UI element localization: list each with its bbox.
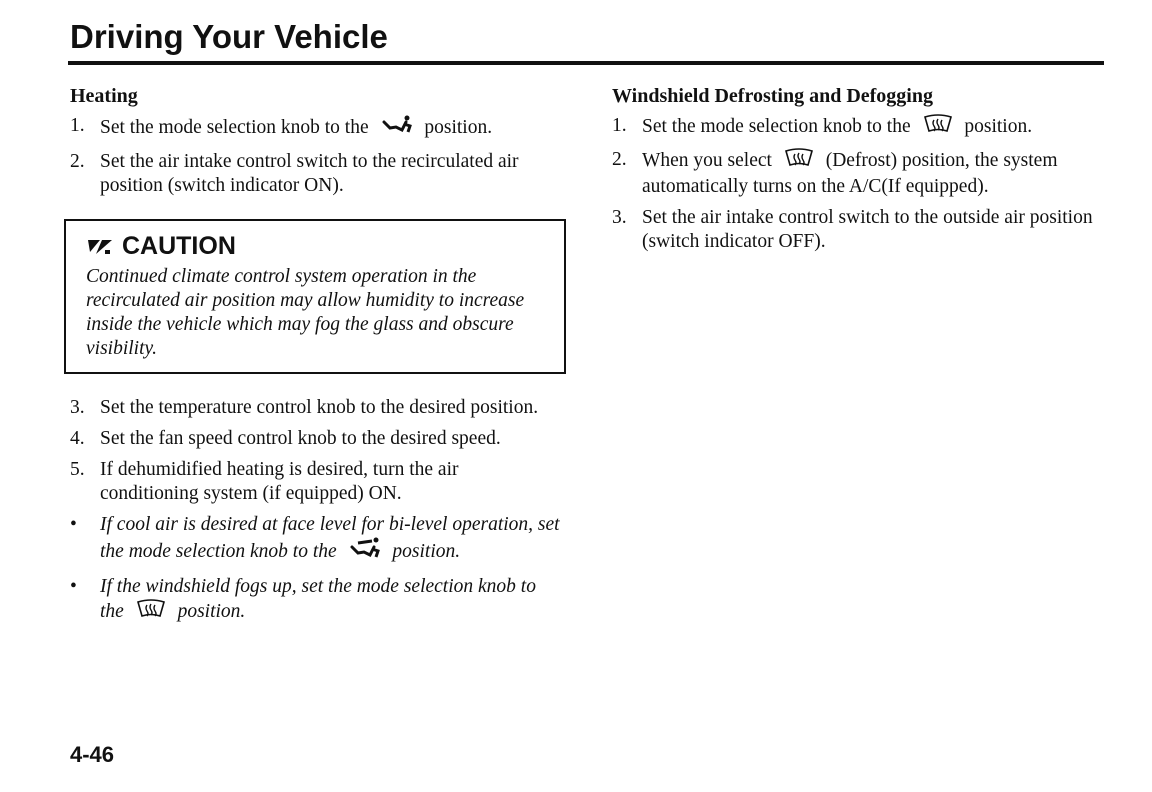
defrost-section (612, 84, 1102, 261)
step-number: 2. (70, 151, 85, 172)
defrost-step-2-text: When you select (642, 149, 772, 171)
bullet-dot: • (70, 514, 77, 535)
step-number: 3. (612, 207, 627, 228)
defrost-step-3 (612, 206, 1102, 254)
heating-step-2-text: Set the air intake control switch to the recirculated air position (switch indicator ON). (100, 151, 519, 196)
defrost-icon (922, 114, 954, 141)
bi-level-icon (348, 537, 382, 568)
heating-step-4 (70, 427, 560, 451)
step-number: 1. (612, 115, 627, 136)
heating-bullet-1-suffix: position. (392, 540, 461, 562)
page-title: Driving Your Vehicle (70, 18, 388, 55)
defrost-step-1-text: Set the mode selection knob to the (642, 115, 911, 137)
caution-icon (86, 236, 116, 256)
heating-step-2 (70, 150, 560, 198)
page-number: 4-46 (70, 742, 115, 767)
heating-step-5 (70, 458, 560, 506)
heating-step-1-suffix: position. (424, 116, 493, 138)
defrost-step-1 (612, 114, 1102, 141)
heating-bullet-2-text: If the windshield fogs up, set the mode selection knob to the (100, 576, 536, 622)
floor-heat-icon (380, 114, 414, 143)
step-number: 4. (70, 428, 85, 449)
caution-label: CAUTION (122, 232, 236, 260)
heating-step-4-text: Set the fan speed control knob to the desired speed. (100, 428, 501, 449)
heating-title: Heating (70, 85, 138, 107)
step-number: 5. (70, 459, 85, 480)
step-number: 3. (70, 397, 85, 418)
heating-step-3 (70, 396, 560, 420)
step-number: 1. (70, 115, 85, 136)
heating-bullet-2 (70, 575, 560, 626)
defrost-step-2-suffix: (Defrost) position, the system automatically turns on the A/C(If equipped). (642, 149, 1058, 197)
heating-step-3-text: Set the temperature control knob to the desired position. (100, 397, 539, 418)
heating-bullet-2-suffix: position. (177, 600, 246, 622)
bullet-dot: • (70, 576, 77, 597)
caution-text: Continued climate control system operation in the recirculated air position may allow humidity to increase inside the vehicle which may fog the glass and obscure visibility. (86, 266, 525, 359)
caution-box (64, 219, 566, 374)
header-rule (68, 61, 1104, 65)
defrost-icon (135, 599, 167, 626)
defrost-step-3-text: Set the air intake control switch to the outside air position (switch indicator OFF). (642, 207, 1093, 252)
defrost-title: Windshield Defrosting and Defogging (612, 85, 933, 107)
defrost-step-2 (612, 148, 1102, 199)
heating-step-5-text: If dehumidified heating is desired, turn the air conditioning system (if equipped) ON. (100, 459, 459, 504)
defrost-icon (783, 148, 815, 175)
heating-section (70, 84, 560, 633)
heating-bullet-1 (70, 513, 560, 568)
defrost-step-1-suffix: position. (964, 115, 1033, 137)
heating-step-1-text: Set the mode selection knob to the (100, 116, 369, 138)
heating-step-1 (70, 114, 560, 143)
heating-bullet-1-text: If cool air is desired at face level for bi-level operation, set the mode selection knob to the (100, 514, 560, 562)
step-number: 2. (612, 149, 627, 170)
